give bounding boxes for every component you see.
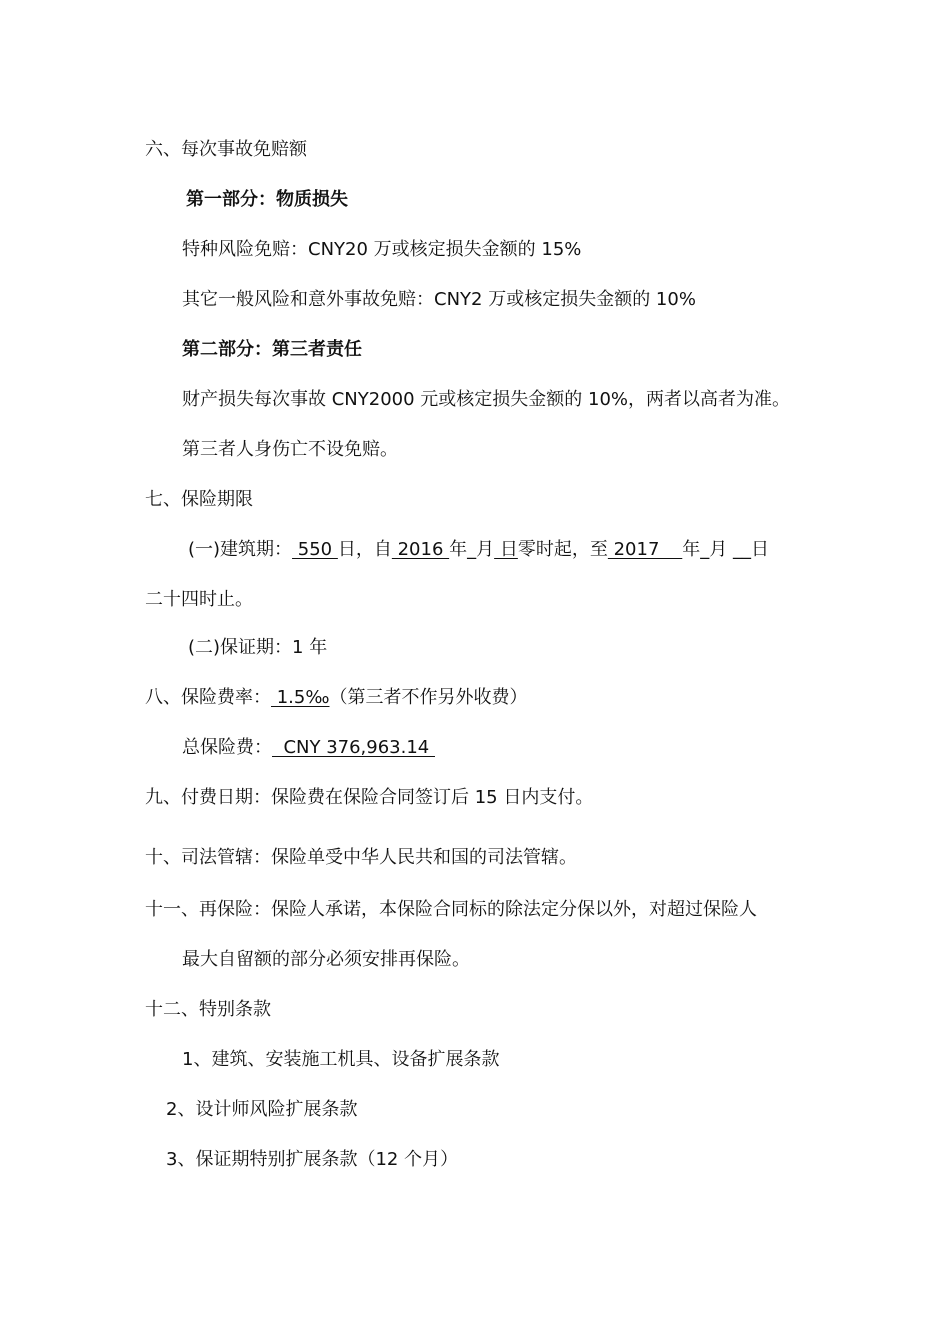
reinsurance-line-1: 十一、再保险：保险人承诺，本保险合同标的除法定分保以外，对超过保险人 — [145, 899, 757, 920]
special-clause-3: 3、保证期特别扩展条款（12 个月） — [166, 1149, 459, 1170]
section-12-heading: 十二、特别条款 — [145, 999, 271, 1020]
other-risk-deductible: 其它一般风险和意外事故免赔：CNY2 万或核定损失金额的 10% — [182, 289, 696, 310]
reinsurance-line-2: 最大自留额的部分必须安排再保险。 — [182, 949, 470, 970]
premium-rate-line — [145, 686, 528, 710]
start-year: 2016 — [391, 539, 450, 560]
end-day: __ — [733, 539, 752, 560]
section-6-heading: 六、每次事故免赔额 — [145, 139, 307, 160]
part-1-title: 第一部分：物质损失 — [186, 189, 348, 210]
construction-days: 550 — [292, 539, 338, 560]
jurisdiction: 十、司法管辖：保险单受中华人民共和国的司法管辖。 — [145, 847, 577, 868]
construction-text: 年 — [682, 539, 701, 560]
construction-prefix: (一)建筑期： — [188, 539, 293, 560]
start-day: 日 — [494, 539, 518, 560]
property-loss-deductible: 财产损失每次事故 CNY2000 元或核定损失金额的 10%，两者以高者为准。 — [182, 389, 791, 410]
construction-text: 日 — [751, 539, 770, 560]
start-month: _ — [467, 539, 477, 560]
premium-rate-note: （第三者不作另外收费） — [329, 687, 528, 708]
section-7-heading: 七、保险期限 — [145, 489, 253, 510]
premium-rate-value: 1.5‰ — [271, 687, 330, 708]
special-clause-1: 1、建筑、安装施工机具、设备扩展条款 — [182, 1049, 500, 1070]
construction-text: 月 — [476, 539, 495, 560]
construction-text: 零时起，至 — [517, 539, 608, 560]
payment-date: 九、付费日期：保险费在保险合同签订后 15 日内支付。 — [145, 787, 594, 808]
part-2-title: 第二部分：第三者责任 — [182, 339, 362, 360]
special-risk-deductible: 特种风险免赔：CNY20 万或核定损失金额的 15% — [182, 239, 582, 260]
personal-injury-deductible: 第三者人身伤亡不设免赔。 — [182, 439, 398, 460]
construction-text: 月 — [709, 539, 734, 560]
warranty-period: (二)保证期：1 年 — [188, 637, 328, 658]
end-month: _ — [700, 539, 710, 560]
special-clause-2: 2、设计师风险扩展条款 — [166, 1099, 358, 1120]
construction-text: 年 — [449, 539, 468, 560]
construction-text: 日，自 — [337, 539, 392, 560]
end-year: 2017 — [607, 539, 683, 560]
total-premium-prefix: 总保险费： — [182, 737, 272, 758]
total-premium-line — [182, 736, 435, 760]
premium-rate-prefix: 八、保险费率： — [145, 687, 271, 708]
construction-continuation: 二十四时止。 — [145, 589, 253, 610]
construction-period-line — [188, 538, 769, 562]
total-premium-value: CNY 376,963.14 — [272, 737, 435, 758]
